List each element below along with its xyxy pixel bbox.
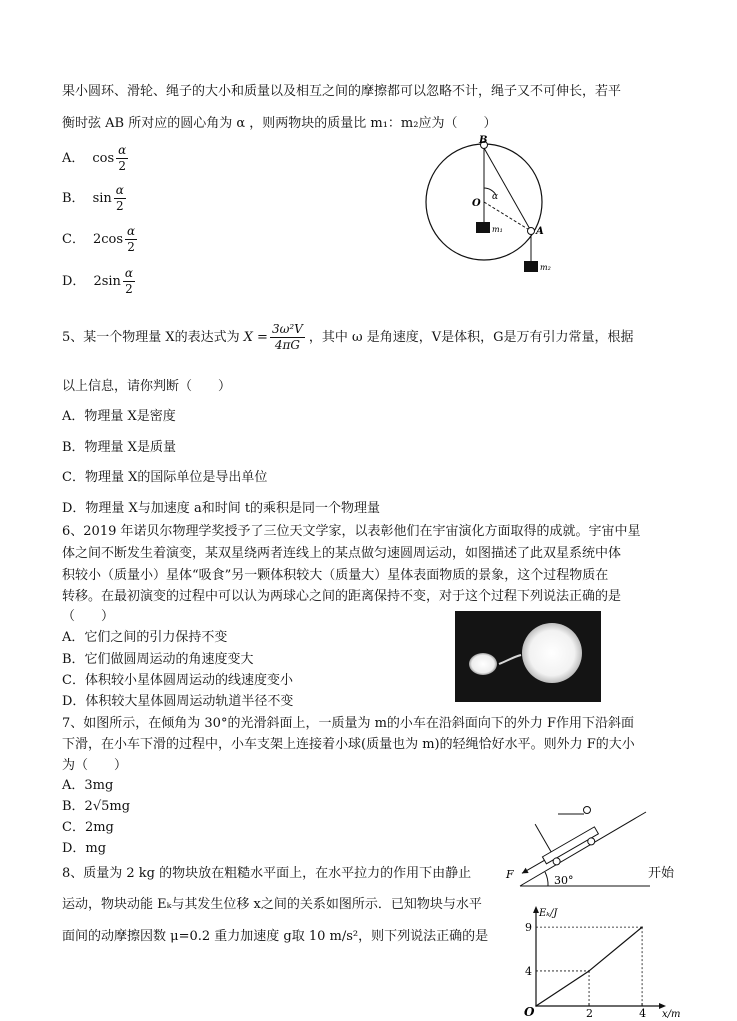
x-tick-label-4: 4	[639, 1007, 647, 1020]
q5-stem-line-2: 以上信息，请你判断（ ）	[62, 379, 232, 394]
origin-label: O	[524, 1005, 535, 1019]
q6-option-d: D．体积较大星体圆周运动轨道半径不变	[62, 694, 294, 709]
q8-line-2: 运动，物块动能 Eₖ与其发生位移 x之间的关系如图所示．已知物块与水平	[62, 897, 482, 912]
label-o: O	[472, 198, 481, 209]
q4-option-d: D． 2sin $\frac{\alpha}{2}$	[62, 266, 134, 296]
q7-stem-line-1: 7、如图所示，在倾角为 30°的光滑斜面上，一质量为 m的小车在沿斜面向下的外力 F作用下沿斜面	[62, 716, 635, 731]
label-b: B	[479, 135, 488, 146]
ek-chart	[508, 906, 681, 1020]
label-alpha: α	[492, 192, 499, 202]
incline-line	[520, 812, 646, 886]
chart-series	[535, 926, 643, 1006]
q5-option-b: B．物理量 X是质量	[62, 440, 176, 455]
q6-stem-line-2: 体之间不断发生着演变，某双星绕两者连线上的某点做匀速圆周运动，如图描述了此双星系统中体	[62, 546, 622, 561]
x-axis-label: x/m	[662, 1009, 681, 1020]
q7-stem-line-3: 为（ ）	[62, 758, 128, 773]
y-tick-label-9: 9	[525, 921, 532, 935]
angle-arc-30	[545, 872, 548, 886]
q5-stem-line-1: 5、某一个物理量 X的表达式为 X = $\frac{\text{3ω²V}}{4\pi G}$ ，其中 ω 是角速度，V是体积，G是万有引力常量，根据	[62, 322, 634, 352]
intro-line-1: 果小圆环、滑轮、绳子的大小和质量以及相互之间的摩擦都可以忽略不计，绳子又不可伸长，若平	[62, 84, 622, 99]
y-tick-label-4: 4	[525, 964, 532, 978]
q5-option-a: A．物理量 X是密度	[62, 409, 176, 424]
binary-star-image	[455, 611, 601, 702]
intro-line-2: 衡时弦 AB 所对应的圆心角为 α ，则两物块的质量比 m₁：m₂应为（ ）	[62, 116, 497, 131]
ek-segment-2	[589, 927, 642, 971]
q5-option-d: D．物理量 X与加速度 a和时间 t的乘积是同一个物理量	[62, 501, 381, 516]
label-angle: 30°	[554, 874, 574, 887]
q5-option-c: C．物理量 X的国际单位是导出单位	[62, 470, 268, 485]
ek-point-2	[641, 926, 643, 928]
block-m2	[524, 261, 538, 272]
q8-line-1: 8、质量为 2 kg 的物块放在粗糙水平面上，在水平拉力的作用下由静止	[62, 866, 472, 881]
x-tick-label-2: 2	[586, 1007, 594, 1020]
binary-star-photo	[455, 611, 601, 702]
q4-figure	[418, 128, 568, 278]
q8-line-3: 面间的动摩擦因数 μ=0.2 重力加速度 g取 10 m/s²，则下列说法正确的是	[62, 929, 489, 944]
label-force: F	[506, 868, 514, 881]
q6-stem-line-3: 积较小（质量小）星体“吸食”另一颗体积较大（质量大）星体表面物质的景象，这个过程物质在	[62, 568, 609, 583]
mass-stream	[499, 655, 521, 664]
ball	[584, 807, 591, 814]
label-m1: m₁	[492, 225, 503, 234]
chart-axes	[533, 906, 666, 1009]
q4-option-b: B． sin $\frac{\alpha}{2}$	[62, 183, 124, 213]
large-star	[522, 623, 582, 683]
label-a: A	[536, 226, 544, 237]
small-star	[469, 653, 497, 675]
cart-post	[535, 824, 551, 852]
label-m2: m₂	[540, 263, 551, 272]
q7-option-b: B．2√5mg	[62, 799, 131, 814]
q7-stem-line-2: 下滑，在小车下滑的过程中，小车支架上连接着小球(质量也为 m)的轻绳恰好水平。则外力 F的大小	[62, 737, 635, 752]
ek-point-0	[535, 1005, 537, 1007]
q7-option-d: D．mg	[62, 841, 107, 856]
q7-option-a: A．3mg	[62, 778, 114, 793]
q4-option-a: A． cos $\frac{\alpha}{2}$	[62, 143, 127, 173]
q4-option-c: C． 2cos $\frac{\alpha}{2}$	[62, 224, 136, 254]
q6-stem-line-5: （ ）	[62, 609, 115, 624]
q6-stem-line-1: 6、2019 年诺贝尔物理学奖授予了三位天文学家，以表彰他们在宇宙演化方面取得的成就。宇宙中星	[62, 524, 641, 539]
q7-figure	[502, 800, 652, 892]
q8-line-1-end: 开始	[648, 866, 675, 881]
q7-option-c: C．2mg	[62, 820, 114, 835]
q6-stem-line-4: 转移。在最初演变的过程中可以认为两球心之间的距离保持不变，对于这个过程下列说法正确的是	[62, 589, 622, 604]
chart-guides	[536, 927, 642, 1006]
ring-a	[528, 228, 535, 235]
q5-formula: X = $\frac{\text{3ω²V}}{4\pi G}$	[243, 322, 303, 352]
q6-option-a: A．它们之间的引力保持不变	[62, 630, 228, 645]
ek-point-1	[588, 970, 590, 972]
block-m1	[476, 222, 490, 233]
chart-labels	[524, 908, 681, 1020]
ek-segment-1	[536, 971, 589, 1006]
force-arrow-head	[520, 868, 528, 876]
q6-option-b: B．它们做圆周运动的角速度变大	[62, 652, 254, 667]
q6-option-c: C．体积较小星体圆周运动的线速度变小	[62, 673, 293, 688]
y-axis-label: Eₖ/J	[539, 908, 558, 919]
